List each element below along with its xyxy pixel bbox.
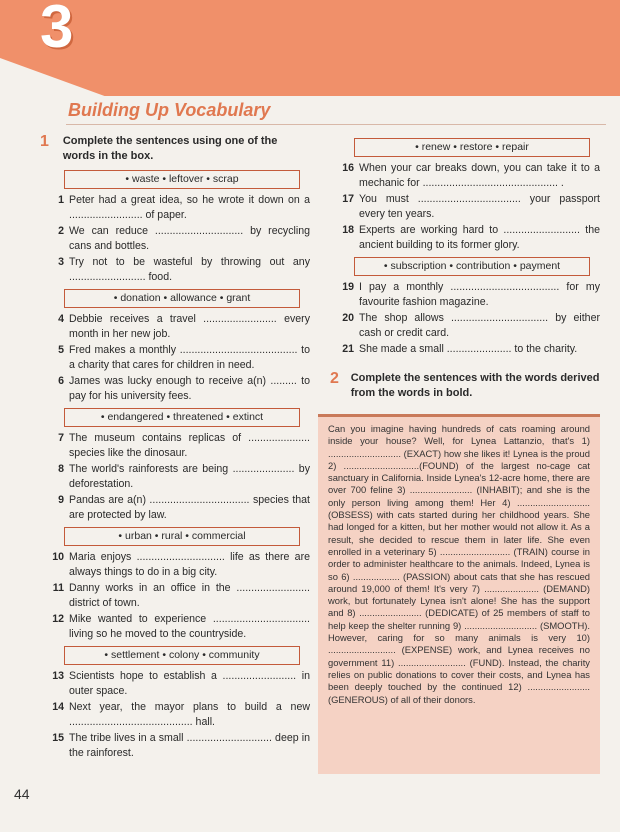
header-notch — [0, 58, 110, 98]
item-text: James was lucky enough to receive a(n) ......... to pay for his university fees. — [69, 375, 310, 402]
item-text: I pay a monthly ..................................... for my favourite fashion magazine. — [359, 281, 600, 308]
exercise-item — [40, 669, 310, 699]
item-number: 15 — [52, 732, 64, 744]
item-text: Next year, the mayor plans to build a new .......................................... hall. — [69, 701, 310, 728]
exercise-item — [330, 311, 600, 341]
item-text: Mike wanted to experience ................................. living so he moved to the countryside. — [69, 613, 310, 640]
task1-number: 1 — [40, 133, 49, 150]
exercise-item — [40, 193, 310, 223]
word-box: • waste • leftover • scrap — [64, 170, 300, 189]
word-box: • subscription • contribution • payment — [354, 257, 590, 276]
task2-heading — [330, 371, 600, 401]
item-number: 7 — [58, 432, 64, 444]
item-text: Try not to be wasteful by throwing out any .......................... food. — [69, 256, 310, 283]
item-text: You must ................................... your passport every ten years. — [359, 193, 600, 220]
word-box: • endangered • threatened • extinct — [64, 408, 300, 427]
item-number: 14 — [52, 701, 64, 713]
page-number: 44 — [14, 786, 30, 802]
exercise-item — [40, 731, 310, 761]
exercise-item — [40, 312, 310, 342]
word-box: • urban • rural • commercial — [64, 527, 300, 546]
exercise-item — [40, 374, 310, 404]
item-text: Maria enjoys .............................. life as there are always things to do in a big city. — [69, 551, 310, 578]
exercise-item — [40, 493, 310, 523]
item-number: 1 — [58, 194, 64, 206]
item-text: Debbie receives a travel ......................... every month in her new job. — [69, 313, 310, 340]
item-number: 13 — [52, 670, 64, 682]
item-text: The tribe lives in a small ............................. deep in the rainforest. — [69, 732, 310, 759]
exercise-item — [330, 161, 600, 191]
exercise-item — [40, 700, 310, 730]
task2-number: 2 — [330, 370, 339, 387]
item-number: 12 — [52, 613, 64, 625]
right-column — [330, 134, 600, 407]
section-title: Building Up Vocabulary — [68, 100, 271, 120]
word-group-2 — [40, 289, 310, 404]
item-text: Pandas are a(n) .................................. species that are protected by law. — [69, 494, 310, 521]
item-text: Peter had a great idea, so he wrote it down on a ......................... of paper. — [69, 194, 310, 221]
item-number: 8 — [58, 463, 64, 475]
item-text: We can reduce .............................. by recycling cans and bottles. — [69, 225, 310, 252]
word-group-3 — [40, 408, 310, 523]
item-number: 19 — [342, 281, 354, 293]
item-text: The museum contains replicas of ..................... species like the dinosaur. — [69, 432, 310, 459]
item-text: Scientists hope to establish a ......................... in outer space. — [69, 670, 310, 697]
item-number: 20 — [342, 312, 354, 324]
exercise-item — [40, 581, 310, 611]
word-box: • donation • allowance • grant — [64, 289, 300, 308]
word-group-5 — [40, 646, 310, 761]
word-group-6 — [330, 138, 600, 253]
task2-instruction: Complete the sentences with the words derived from the words in bold. — [350, 372, 600, 399]
exercise-item — [40, 255, 310, 285]
item-number: 5 — [58, 344, 64, 356]
item-number: 18 — [342, 224, 354, 236]
item-number: 21 — [342, 343, 354, 355]
item-text: She made a small ...................... to the charity. — [359, 343, 578, 355]
item-text: When your car breaks down, you can take it to a mechanic for .............................................. . — [359, 162, 600, 189]
word-box: • settlement • colony • community — [64, 646, 300, 665]
item-text: Experts are working hard to .......................... the ancient building to its former glory. — [359, 224, 600, 251]
exercise-item — [330, 192, 600, 222]
exercise-item — [40, 431, 310, 461]
exercise-item — [40, 612, 310, 642]
exercise-item — [330, 223, 600, 253]
exercise-item — [330, 280, 600, 310]
item-text: Danny works in an office in the ......................... district of town. — [69, 582, 310, 609]
unit-number: 3 — [40, 0, 74, 60]
left-column — [40, 134, 310, 762]
word-group-1 — [40, 170, 310, 285]
item-number: 10 — [52, 551, 64, 563]
item-number: 2 — [58, 225, 64, 237]
exercise-item — [40, 550, 310, 580]
reading-text-box: Can you imagine having hundreds of cats roaming around inside your house? Well, for Lynea Lattanzio, that's 1) ............................ (EXACT) how she likes it! Lynea is the proud 2) .............................(FOUND) of the largest no-cage cat sanctuary in California. Inside Lynea's 12-acre home, there are over 700 feline 3) ........................ (INHABIT); and she is the only person living among them! Her 4) ............................ (OBSESS) with cats started during her childhood years. She had longed for a kitten, but her mother would not allow it. As a result, she decided to rescue them in later life. She even enrolled in a veterinary 5) ........................... (TRAIN) course in order to administer healthcare to the animals. Indeed, Lynea is so 6) .................. (PASSION) about cats that she has rescued around 19,000 of them! It's very 7) ..................... (DEMAND) work, but fortunately Lynea isn't alone! She has the support and 8) ........................ (DEDICATE) of 25 members of staff to help keep the shelter running 9) ............................ (SMOOTH). However, caring for so many animals is very 10) .......................... (EXPENSE) work, and Lynea receives no government 11) .......................... (FUND). Instead, the charity relies on public donations to cover their costs, and Lynea has been deeply touched by the continued 12) ........................ (GENEROUS) of all of their donors. — [318, 414, 600, 774]
item-number: 11 — [52, 582, 64, 594]
item-number: 6 — [58, 375, 64, 387]
item-number: 9 — [58, 494, 64, 506]
word-group-4 — [40, 527, 310, 642]
exercise-item — [330, 342, 600, 357]
exercise-item — [40, 462, 310, 492]
word-box: • renew • restore • repair — [354, 138, 590, 157]
item-number: 4 — [58, 313, 64, 325]
item-text: The world's rainforests are being ..................... by deforestation. — [69, 463, 310, 490]
exercise-item — [40, 224, 310, 254]
word-group-7 — [330, 257, 600, 357]
exercise-item — [40, 343, 310, 373]
item-number: 3 — [58, 256, 64, 268]
task1-instruction: Complete the sentences using one of the words in the box. — [62, 135, 278, 162]
title-rule — [66, 124, 606, 125]
item-number: 17 — [342, 193, 354, 205]
item-text: Fred makes a monthly ........................................ to a charity that cares for children in need. — [69, 344, 310, 371]
task1-heading — [40, 134, 310, 164]
item-number: 16 — [342, 162, 354, 174]
item-text: The shop allows ................................. by either cash or credit card. — [359, 312, 600, 339]
